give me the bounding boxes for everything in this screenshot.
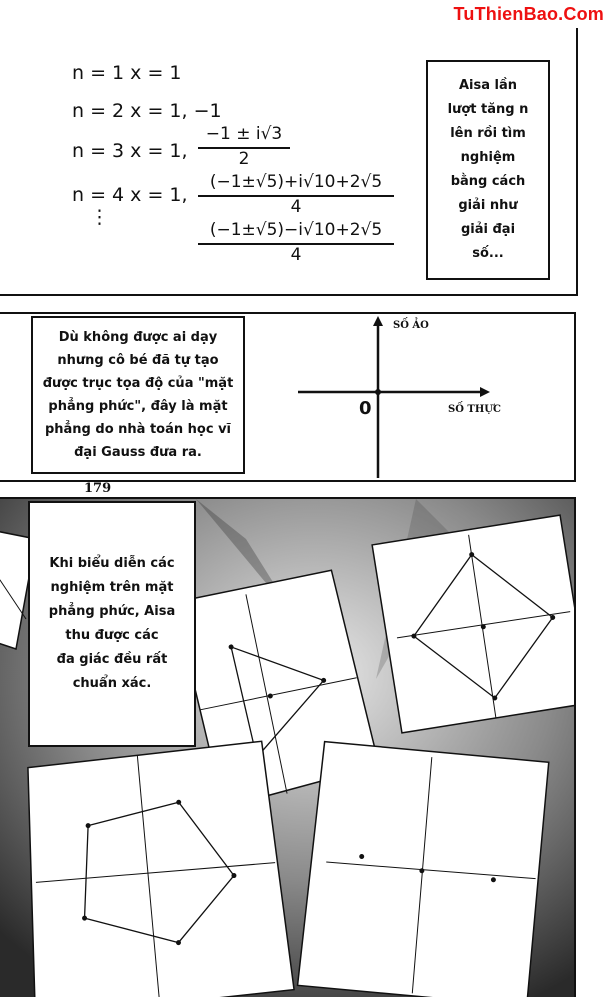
caption-line: giải như [458, 198, 518, 213]
equation-n1: n = 1 x = 1 [72, 62, 182, 84]
caption-line: đại Gauss đưa ra. [74, 445, 202, 460]
n3-denominator: 2 [238, 149, 250, 169]
origin-label: 0 [359, 398, 372, 419]
caption-top-right [426, 60, 550, 280]
caption-bottom-left-text [49, 552, 175, 696]
imaginary-axis-label: SỐ ẢO [393, 320, 429, 331]
caption-middle-left [31, 316, 245, 474]
real-axis-label: SỐ THỰC [448, 404, 501, 415]
paper-square [371, 514, 576, 734]
caption-line: giải đại [460, 222, 516, 237]
n4-numerator-2: (−1±√5)−i√10+2√5 [209, 220, 383, 240]
n4-denominator-1: 4 [290, 197, 302, 217]
equation-n2: n = 2 x = 1, −1 [72, 100, 222, 122]
caption-line: nghiệm [460, 150, 516, 165]
caption-line: phẳng phức", đây là mặt [48, 399, 228, 414]
equation-n3: n = 3 x = 1, [72, 140, 188, 162]
caption-line: thu được các [65, 628, 159, 643]
caption-line: đa giác đều rất [56, 652, 168, 667]
caption-middle-left-text [43, 326, 234, 464]
complex-plane-axes [290, 314, 500, 484]
caption-line: Dù không được ai dạy [58, 330, 218, 345]
page-number: 179 [84, 481, 112, 496]
caption-line: được trục tọa độ của "mặt [42, 376, 234, 391]
caption-line: phẳng phức, Aisa [48, 604, 176, 619]
ellipsis: ⋮ [90, 206, 109, 228]
caption-line: phẳng do nhà toán học vĩ [44, 422, 232, 437]
n3-numerator: −1 ± i√3 [205, 124, 283, 144]
n4-denominator-2: 4 [290, 245, 302, 265]
caption-line: Khi biểu diễn các [49, 556, 175, 571]
caption-line: số... [472, 246, 504, 261]
caption-line: Aisa lần [458, 78, 518, 93]
caption-bottom-left [28, 501, 196, 747]
equation-n4: n = 4 x = 1, [72, 184, 188, 206]
caption-line: chuẩn xác. [72, 676, 152, 691]
caption-line: nghiệm trên mặt [50, 580, 174, 595]
caption-line: lượt tăng n [447, 102, 529, 117]
caption-top-right-text [448, 74, 529, 266]
caption-line: nhưng cô bé đã tự tạo [57, 353, 219, 368]
site-watermark: TuThienBao.Com [453, 4, 604, 24]
caption-line: bằng cách [450, 174, 526, 189]
paper-pentagon [17, 740, 295, 997]
n4-numerator-1: (−1±√5)+i√10+2√5 [209, 172, 383, 192]
paper-hexagon [297, 741, 549, 997]
caption-line: lên rồi tìm [450, 126, 526, 141]
